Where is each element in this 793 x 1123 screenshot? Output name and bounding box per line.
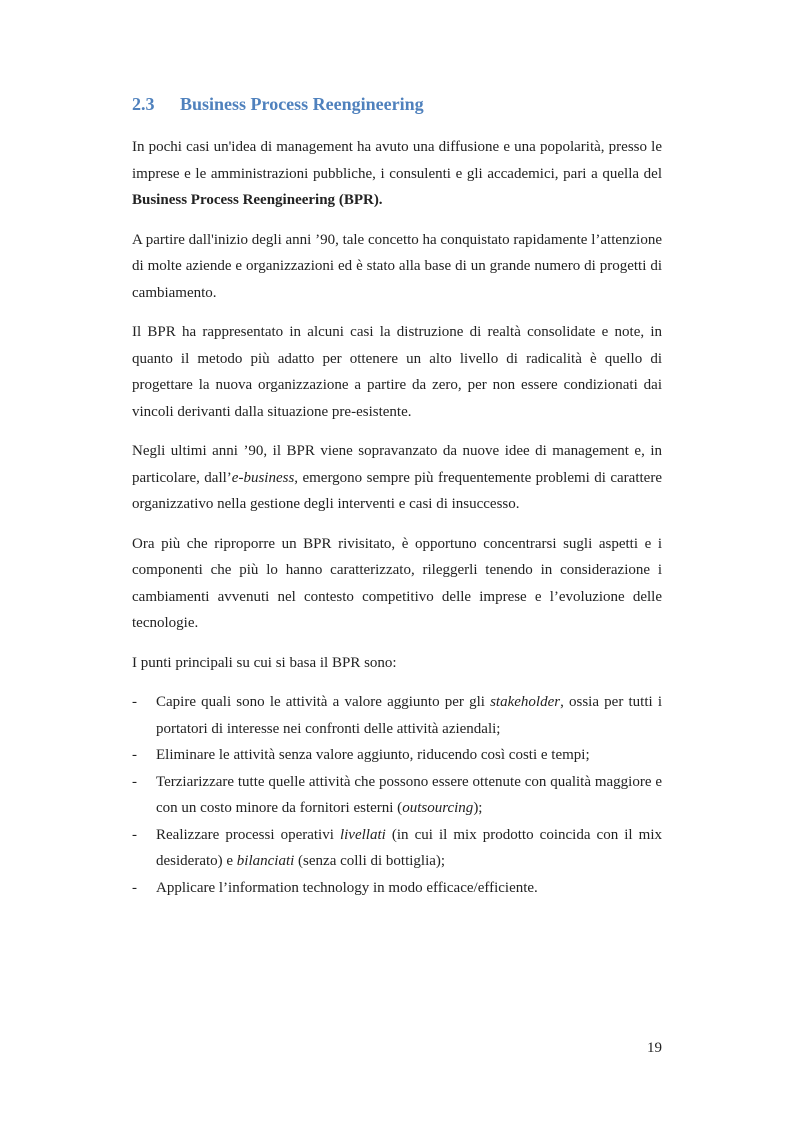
bullet-dash: -	[132, 826, 137, 843]
paragraph-destruction: Il BPR ha rappresentato in alcuni casi la distruzione di realtà consolidate e note, in quanto il metodo più adatto per ottenere un alto livello di radicalità è quello di progettare la nuova organizzazione a partire da zero, per non essere condizionati dai vincoli derivanti dalla situazione pre-esistente.	[132, 324, 662, 420]
text-run: , ossia per tutti i portatori di interesse nei confronti delle attività aziendali;	[156, 694, 662, 737]
text-run: Applicare l’information technology in modo efficace/efficiente.	[156, 879, 538, 896]
bold-paren-open: (	[335, 192, 344, 208]
paragraph-late-90s	[132, 438, 662, 518]
paragraph-current: Ora più che riproporre un BPR rivisitato, è opportuno concentrarsi sugli aspetti e i componenti che più lo hanno caratterizzato, rileggerli tenendo in considerazione i cambiamenti avvenuti nel contesto competitivo delle imprese e l’evoluzione delle tecnologie.	[132, 535, 662, 631]
italic-term-bilanciati: bilanciati	[236, 853, 295, 869]
list-item	[132, 875, 662, 902]
document-page	[132, 0, 662, 1123]
italic-term-livellati: livellati	[339, 826, 386, 843]
paragraph-intro	[132, 134, 662, 214]
paragraph-list-intro: I punti principali su cui si basa il BPR sono:	[132, 654, 397, 671]
bpr-points-list	[132, 689, 662, 901]
list-item	[132, 742, 662, 769]
list-item	[132, 822, 662, 875]
text-run: In pochi casi un'idea di management ha avuto una diffusione e una popolarità, presso le imprese e le amministrazioni pubbliche, i consulenti e gli accademici, pari a quella del	[132, 139, 662, 182]
text-run: (senza colli di bottiglia);	[294, 853, 446, 869]
section-heading	[132, 94, 424, 115]
bullet-dash: -	[132, 773, 137, 790]
section-title: Business Process Reengineering	[180, 94, 424, 114]
page-number: 19	[647, 1040, 662, 1056]
paragraph-history: A partire dall'inizio degli anni ’90, tale concetto ha conquistato rapidamente l’attenzione di molte aziende e organizzazioni ed è stato alla base di un grande numero di progetti di cambiamento.	[132, 231, 663, 301]
text-run: (in cui il mix prodotto coincida con il mix desiderato) e	[156, 826, 663, 869]
text-run: Eliminare le attività senza valore aggiunto, riducendo così costi e tempi;	[156, 747, 590, 763]
list-item	[132, 769, 662, 822]
bold-paren-close: ).	[373, 192, 383, 208]
bullet-dash: -	[132, 747, 137, 763]
bullet-dash: -	[132, 879, 137, 896]
body-text	[132, 134, 662, 901]
text-run: );	[473, 800, 483, 816]
bold-term-bpr: BPR	[343, 192, 374, 208]
italic-term-ebusiness: e-business	[231, 469, 295, 486]
list-item	[132, 689, 662, 742]
text-run: Negli ultimi anni ’90, il BPR viene sopravanzato da nuove idee di management e, in particolare, dall’	[132, 443, 662, 486]
bold-term-bpr-full: Business Process Reengineering	[132, 192, 336, 208]
text-run: Terziarizzare tutte quelle attività che possono essere ottenute con qualità maggiore e con un costo minore da fornitori esterni (	[156, 773, 662, 816]
text-run: Realizzare processi operativi	[156, 826, 340, 843]
italic-term-outsourcing: outsourcing	[402, 800, 474, 816]
bullet-dash: -	[132, 694, 137, 710]
section-number: 2.3	[132, 94, 155, 114]
italic-term-stakeholder: stakeholder	[490, 694, 561, 710]
text-run: , emergono sempre più frequentemente problemi di carattere organizzativo nella gestione degli interventi e casi di insuccesso.	[132, 469, 662, 512]
text-run: Capire quali sono le attività a valore aggiunto per gli	[156, 694, 491, 710]
